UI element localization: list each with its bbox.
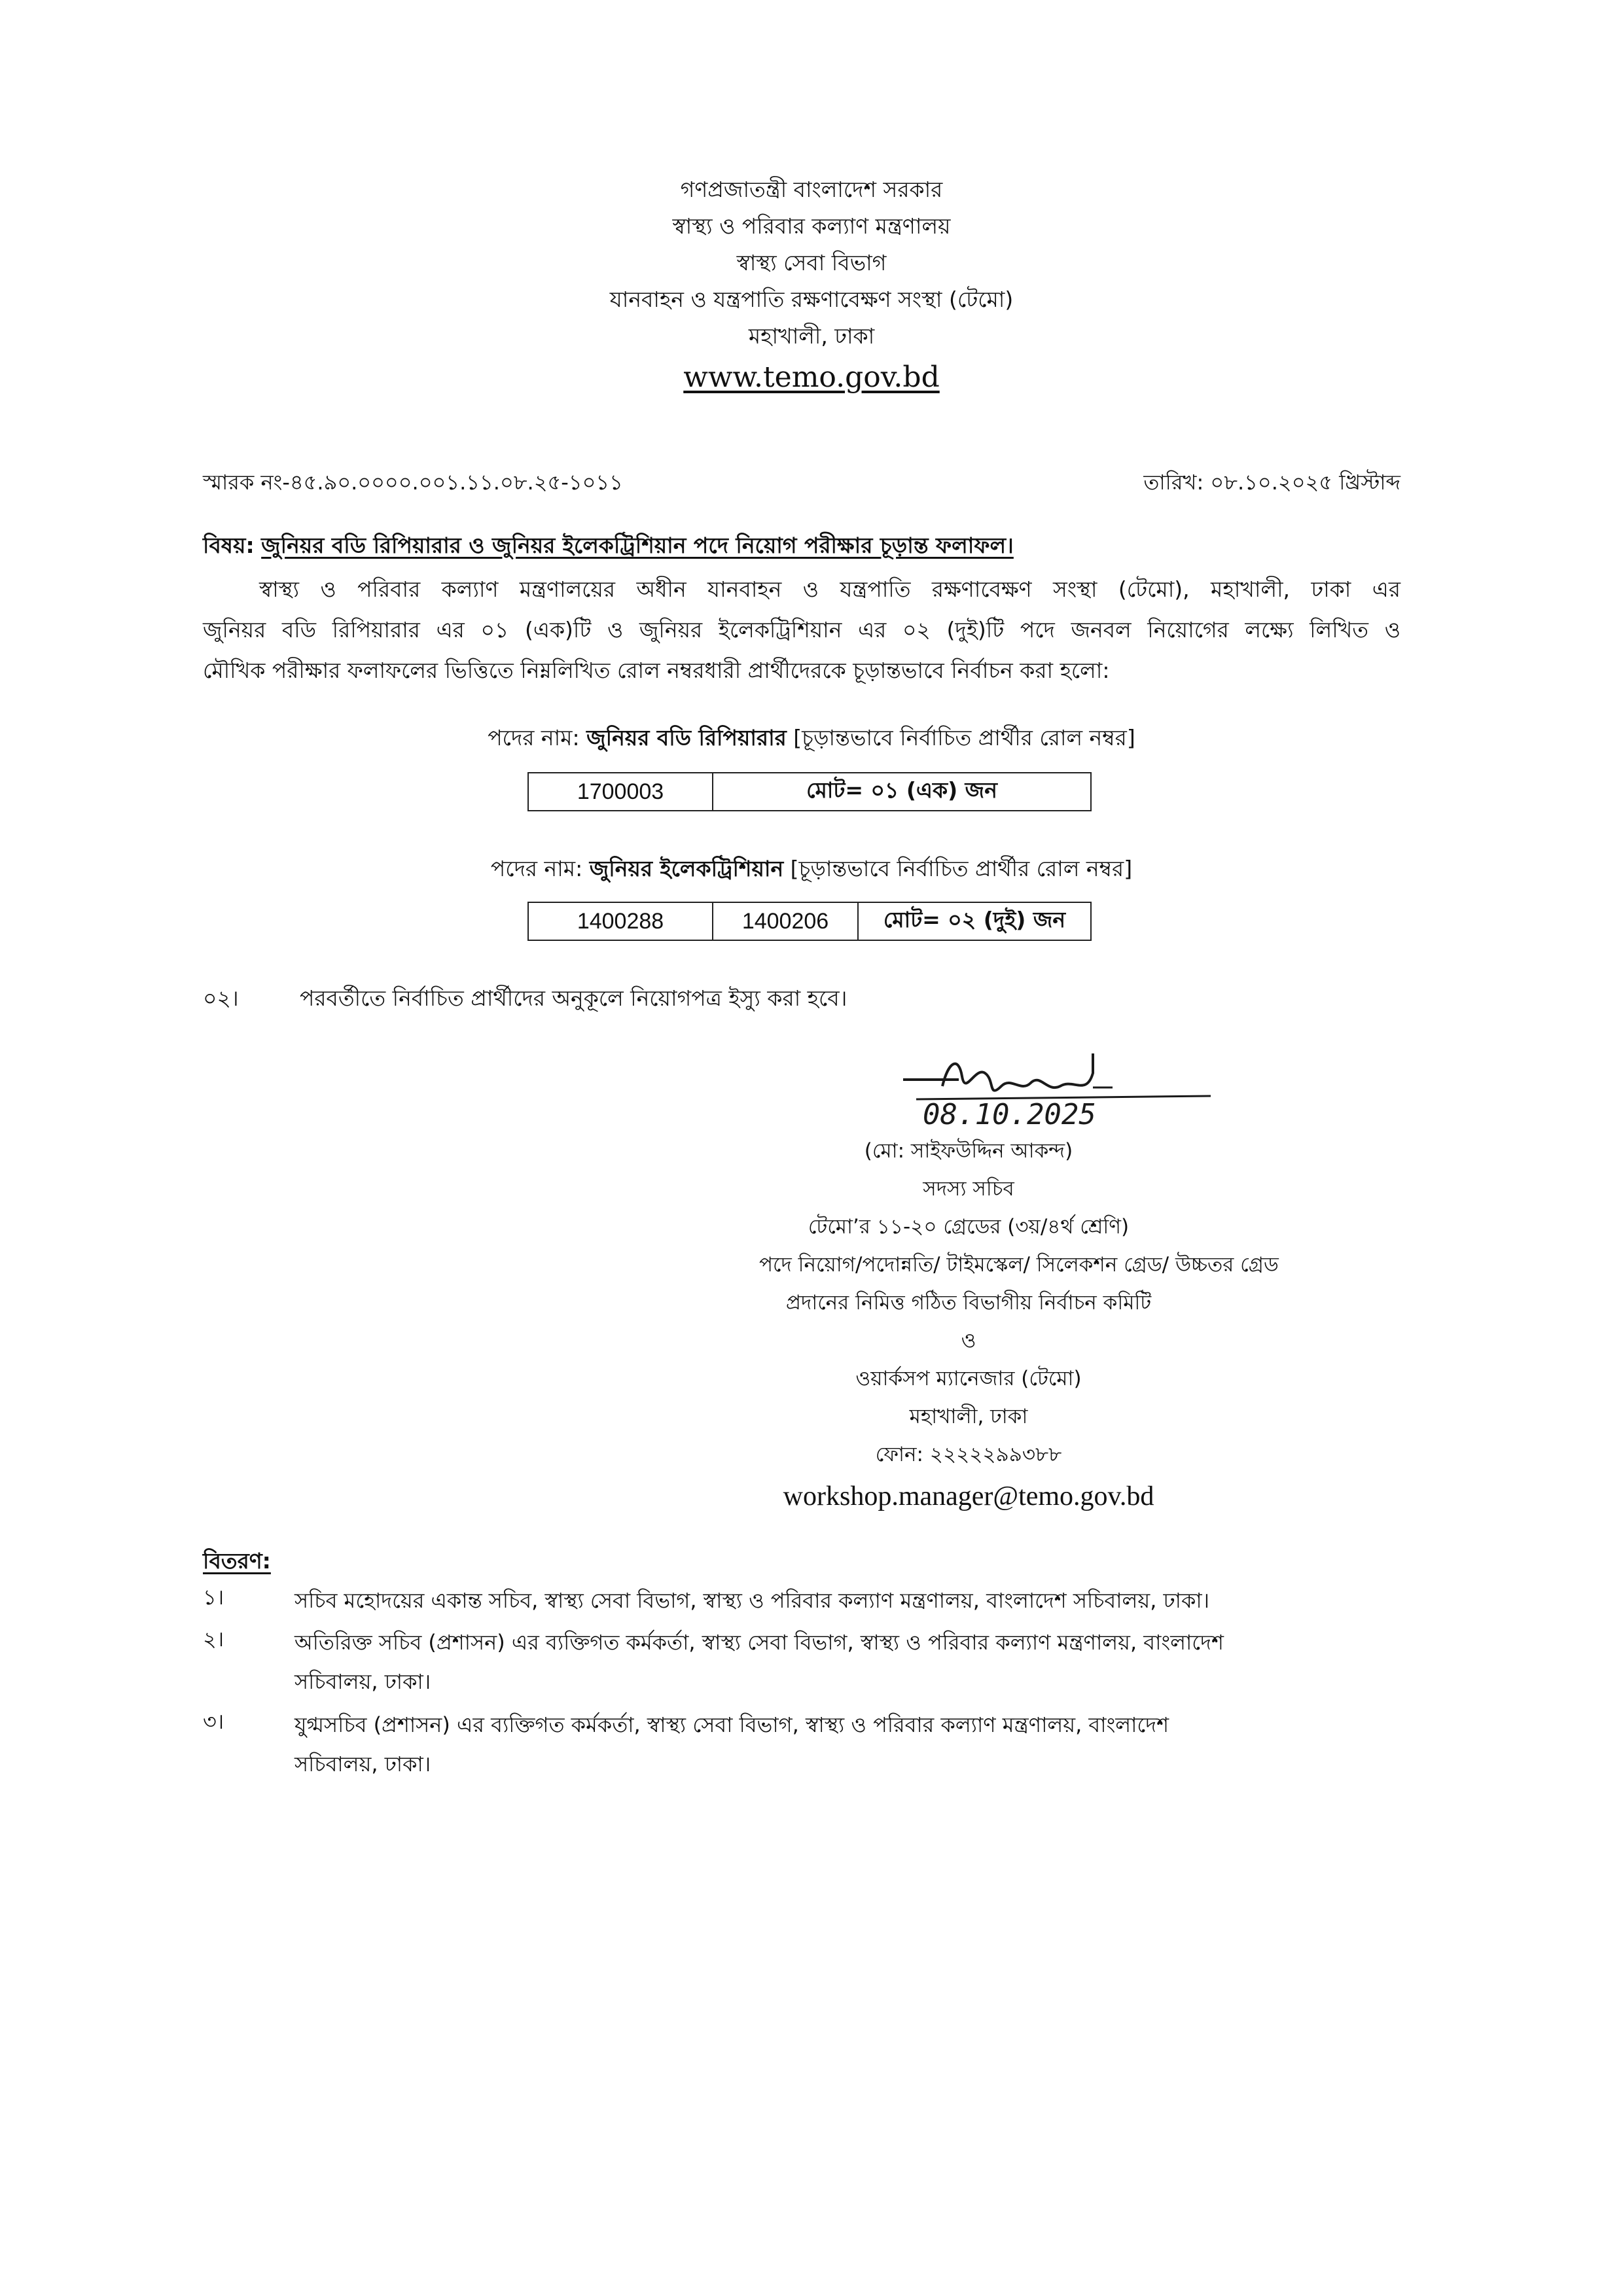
subject-line bbox=[203, 529, 1014, 565]
signatory-line: ওয়ার্কসপ ম্যানেজার (টেমো) bbox=[855, 1367, 1082, 1390]
distribution-line: অতিরিক্ত সচিব (প্রশাসন) এর ব্যক্তিগত কর্মকর্তা, স্বাস্থ্য সেবা বিভাগ, স্বাস্থ্য ও পরিবার কল্যাণ মন্ত্রণালয়, বাংলাদেশ bbox=[294, 1630, 1224, 1655]
distribution-text bbox=[294, 1623, 1597, 1701]
roll-number: 1400206 bbox=[713, 902, 858, 940]
distribution-line: যুগ্মসচিব (প্রশাসন) এর ব্যক্তিগত কর্মকর্তা, স্বাস্থ্য সেবা বিভাগ, স্বাস্থ্য ও পরিবার কল্যাণ মন্ত্রণালয়, বাংলাদেশ bbox=[294, 1712, 1169, 1737]
post-name: জুনিয়র বডি রিপিয়ারার bbox=[586, 725, 787, 751]
note-number: ০২। bbox=[203, 985, 239, 1011]
post-title-2 bbox=[0, 852, 1623, 889]
note-text: পরবর্তীতে নির্বাচিত প্রার্থীদের অনুকূলে নিয়োগপত্র ইস্যু করা হবে। bbox=[300, 985, 847, 1011]
post-name: জুনিয়র ইলেকট্রিশিয়ান bbox=[589, 856, 784, 881]
post-title-1 bbox=[0, 721, 1623, 758]
paragraph-line: স্বাস্থ্য ও পরিবার কল্যাণ মন্ত্রণালয়ের অধীন যানবাহন ও যন্ত্রপাতি রক্ষণাবেক্ষণ সংস্থা (টেমো), মহাখালী, ঢাকা এর bbox=[259, 576, 1400, 602]
roll-table-2 bbox=[527, 902, 1092, 941]
roll-total: মোট= ০২ (দুই) জন bbox=[858, 902, 1091, 940]
signatory-line: ও bbox=[961, 1329, 976, 1352]
distribution-number: ১। bbox=[203, 1585, 224, 1610]
signatory-designation: সদস্য সচিব bbox=[923, 1177, 1014, 1201]
header-ministry: স্বাস্থ্য ও পরিবার কল্যাণ মন্ত্রণালয় bbox=[672, 213, 951, 239]
header-govt: গণপ্রজাতন্ত্রী বাংলাদেশ সরকার bbox=[680, 177, 943, 202]
signatory-name: (মো: সাইফউদ্দিন আকন্দ) bbox=[864, 1139, 1073, 1163]
memo-reference: স্মারক নং-৪৫.৯০.০০০০.০০১.১১.০৮.২৫-১০১১ bbox=[203, 470, 623, 495]
roll-total: মোট= ০১ (এক) জন bbox=[713, 773, 1091, 811]
body-paragraph bbox=[203, 569, 1400, 691]
header-location: মহাখালী, ঢাকা bbox=[748, 323, 875, 349]
signatory-line: প্রদানের নিমিত্ত গঠিত বিভাগীয় নির্বাচন কমিটি bbox=[785, 1291, 1152, 1315]
website-link[interactable]: www.temo.gov.bd bbox=[683, 361, 940, 394]
paragraph-line: জুনিয়র বডি রিপিয়ারার এর ০১ (এক)টি ও জুনিয়র ইলেকট্রিশিয়ান এর ০২ (দুই)টি পদে জনবল নিয়োগের লক্ষ্যে লিখিত ও bbox=[203, 617, 1400, 643]
table-row bbox=[528, 902, 1091, 940]
post-prefix: পদের নাম: bbox=[488, 725, 580, 751]
roll-number: 1400288 bbox=[528, 902, 713, 940]
distribution-line: সচিবালয়, ঢাকা। bbox=[294, 1752, 431, 1776]
memo-date: তারিখ: ০৮.১০.২০২৫ খ্রিস্টাব্দ bbox=[1143, 470, 1400, 495]
signature-date: 08.10.2025 bbox=[923, 1098, 1096, 1131]
signatory-email[interactable]: workshop.manager@temo.gov.bd bbox=[783, 1481, 1154, 1511]
signatory-block bbox=[759, 1132, 1279, 1519]
distribution-text bbox=[294, 1581, 1597, 1620]
letterhead bbox=[0, 171, 1623, 400]
signatory-line: টেমো’র ১১-২০ গ্রেডের (৩য়/৪র্থ শ্রেণি) bbox=[808, 1215, 1130, 1239]
header-division: স্বাস্থ্য সেবা বিভাগ bbox=[736, 250, 887, 275]
post-suffix: [চূড়ান্তভাবে নির্বাচিত প্রার্থীর রোল নম্বর] bbox=[790, 856, 1133, 881]
signatory-phone: ফোন: ২২২২২৯৯৩৮৮ bbox=[875, 1443, 1062, 1466]
post-prefix: পদের নাম: bbox=[490, 856, 583, 881]
subject-label: বিষয়: bbox=[203, 533, 255, 558]
paragraph-line: মৌখিক পরীক্ষার ফলাফলের ভিত্তিতে নিম্নলিখিত রোল নম্বরধারী প্রার্থীদেরকে চূড়ান্তভাবে নির্বাচন করা হলো: bbox=[203, 658, 1110, 683]
distribution-title: বিতরণ: bbox=[203, 1548, 271, 1574]
distribution-line: সচিবালয়, ঢাকা। bbox=[294, 1669, 431, 1694]
roll-table-1 bbox=[527, 772, 1092, 811]
subject-text: জুনিয়র বডি রিপিয়ারার ও জুনিয়র ইলেকট্রিশিয়ান পদে নিয়োগ পরীক্ষার চূড়ান্ত ফলাফল। bbox=[261, 533, 1014, 558]
signatory-line: পদে নিয়োগ/পদোন্নতি/ টাইমস্কেল/ সিলেকশন গ্রেড/ উচ্চতর গ্রেড bbox=[759, 1253, 1279, 1277]
table-row bbox=[528, 773, 1091, 811]
distribution-text bbox=[294, 1705, 1597, 1784]
roll-number: 1700003 bbox=[528, 773, 713, 811]
header-organization: যানবাহন ও যন্ত্রপাতি রক্ষণাবেক্ষণ সংস্থা (টেমো) bbox=[609, 287, 1014, 312]
distribution-line: সচিব মহোদয়ের একান্ত সচিব, স্বাস্থ্য সেবা বিভাগ, স্বাস্থ্য ও পরিবার কল্যাণ মন্ত্রণালয়, বাংলাদেশ সচিবালয়, ঢাকা। bbox=[294, 1588, 1210, 1613]
distribution-number: ২। bbox=[203, 1627, 224, 1651]
distribution-number: ৩। bbox=[203, 1709, 224, 1734]
signatory-line: মহাখালী, ঢাকা bbox=[909, 1405, 1028, 1428]
post-suffix: [চূড়ান্তভাবে নির্বাচিত প্রার্থীর রোল নম্বর] bbox=[793, 725, 1135, 751]
